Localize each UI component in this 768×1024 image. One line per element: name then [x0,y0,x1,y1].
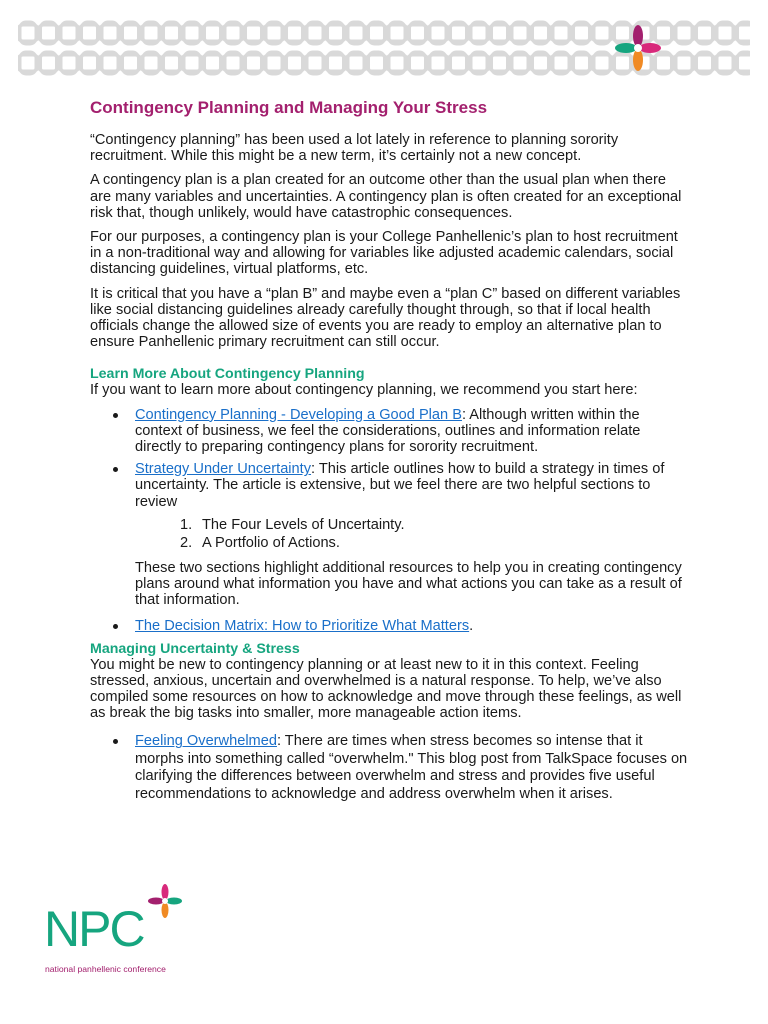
pattern-tile [468,22,490,44]
list-item-text: . [469,618,474,635]
pattern-tile [325,22,347,44]
pattern-tile [38,22,60,44]
list-item [90,733,690,803]
link-decision-matrix[interactable]: The Decision Matrix: How to Prioritize What Matters [135,618,470,635]
pattern-tile [509,22,531,44]
stress-intro: You might be new to contingency planning or at least new to it in this context. Feeling stressed, anxious, uncertain and overwhelmed is a natural response. To help, we’ve also compiled some resources on how to acknowledge and move through these feelings, as well as break the big tasks into smaller, more manageable action items. [90,656,682,722]
pattern-tile [489,52,511,74]
document-body [90,98,690,809]
sub-list-number: 1. [180,516,193,533]
sub-list-item [90,534,690,552]
pattern-tile [735,52,751,74]
pattern-tile [407,52,429,74]
pattern-tile [263,22,285,44]
pattern-tile [530,52,552,74]
pattern-tile [38,52,60,74]
pattern-tile [181,22,203,44]
list-item [90,618,690,634]
pattern-tile [489,22,511,44]
pattern-tile [284,22,306,44]
pattern-tile [530,22,552,44]
list-item-text: : This article outlines how to build a strategy in times of uncertainty. The article is extensive, but we feel there are two helpful sections to review [135,461,665,510]
pattern-tile [550,22,572,44]
pattern-tile [58,22,80,44]
link-contingency-plan-b[interactable]: Contingency Planning - Developing a Good Plan B [135,406,462,423]
pattern-tile [58,52,80,74]
pattern-tile [202,22,224,44]
link-feeling-overwhelmed[interactable]: Feeling Overwhelmed [135,733,277,750]
pattern-tile [79,52,101,74]
pattern-tile [673,52,695,74]
sub-list-label: The Four Levels of Uncertainty. [202,516,405,533]
pattern-tile [591,52,613,74]
npc-logo [44,882,194,982]
pattern-tile [99,52,121,74]
list-item-text: : There are times when stress becomes so intense that it morphs into something called “overwhelm." This blog post from TalkSpace focuses on clarifying the differences between overwhelm and stress and provides five useful recommendations to acknowledge and address overwhelm when it arises. [135,733,688,802]
pattern-tile [735,22,751,44]
pattern-tile [243,52,265,74]
pattern-tile [714,52,736,74]
list-item [90,407,690,456]
intro-paragraph-2: A contingency plan is a plan created for an outcome other than the usual plan when there are many variables and uncertainties. A contingency plan is often created for an exceptional risk that, though unlikely, would have catastrophic consequences. [90,172,682,221]
pattern-tile [427,52,449,74]
stress-resource-list [90,733,690,803]
sections-list [90,516,690,552]
pattern-tile [345,52,367,74]
pattern-tile [79,22,101,44]
pattern-tile [366,22,388,44]
pattern-tile [222,52,244,74]
learn-resource-list [90,407,690,510]
pattern-tile [591,22,613,44]
pattern-tile [448,22,470,44]
sections-note: These two sections highlight additional resources to help you in creating contingency plans around what information you have and what actions you can take as a result of that information. [135,559,682,609]
intro-paragraph-4: It is critical that you have a “plan B” and maybe even a “plan C” based on different variables like social distancing guidelines already carefully thought through, so that if local health officials change the allowed size of events you are ready to employ an alternative plan to ensure Panhellenic primary recruitment can still occur. [90,285,681,351]
pattern-tile [243,22,265,44]
pattern-tile [509,52,531,74]
pattern-tile [284,52,306,74]
pattern-tile [427,22,449,44]
pattern-tile [304,22,326,44]
pattern-tile [222,22,244,44]
section-heading-learn: Learn More About Contingency Planning [90,366,365,383]
pattern-tile [263,52,285,74]
npc-logo-text: NPC [44,901,144,957]
section-heading-stress: Managing Uncertainty & Stress [90,640,300,657]
pattern-tile [99,22,121,44]
intro-paragraph-1: “Contingency planning” has been used a lot lately in reference to planning sorority recruitment. While this might be a new term, it’s certainly not a new concept. [90,132,619,165]
pattern-tile [366,52,388,74]
pattern-tile [325,52,347,74]
pattern-tile [386,52,408,74]
pattern-tile [18,22,39,44]
sub-list-item [90,516,690,534]
pattern-tile [140,52,162,74]
list-item-text: : Although written within the context of business, we feel the considerations, outlines and information relate directly to preparing contingency plans for sorority recruitment. [135,406,641,456]
pattern-tile [714,22,736,44]
intro-paragraph-3: For our purposes, a contingency plan is your College Panhellenic’s plan to host recruitment in a non-traditional way and allowing for variables like adjusted academic calendars, social distancing guidelines, virtual platforms, etc. [90,229,678,278]
pattern-tile [181,52,203,74]
sub-list-number: 2. [180,534,193,551]
pattern-tile [18,52,39,74]
pattern-tile [120,52,142,74]
pattern-tile [550,52,572,74]
pattern-tile [304,52,326,74]
npc-flower-icon [146,882,184,920]
link-strategy-under-uncertainty[interactable]: Strategy Under Uncertainty [135,461,312,478]
pattern-tile [202,52,224,74]
pattern-tile [694,22,716,44]
pattern-tile [571,52,593,74]
learn-intro: If you want to learn more about contingency planning, we recommend you start here: [90,382,638,399]
page-title: Contingency Planning and Managing Your Stress [90,98,488,117]
pattern-tile [448,52,470,74]
pattern-tile [571,22,593,44]
sub-list-label: A Portfolio of Actions. [202,534,340,551]
npc-logo-subtitle: national panhellenic conference [45,964,166,974]
pattern-tile [345,22,367,44]
pattern-tile [694,52,716,74]
list-item [90,461,690,510]
pattern-tile [120,22,142,44]
pattern-tile [407,22,429,44]
pattern-tile [468,52,490,74]
learn-resource-list-2 [90,618,690,634]
pattern-tile [673,22,695,44]
pattern-tile [161,52,183,74]
npc-flower-icon [612,22,664,74]
pattern-tile [140,22,162,44]
pattern-tile [386,22,408,44]
pattern-tile [161,22,183,44]
